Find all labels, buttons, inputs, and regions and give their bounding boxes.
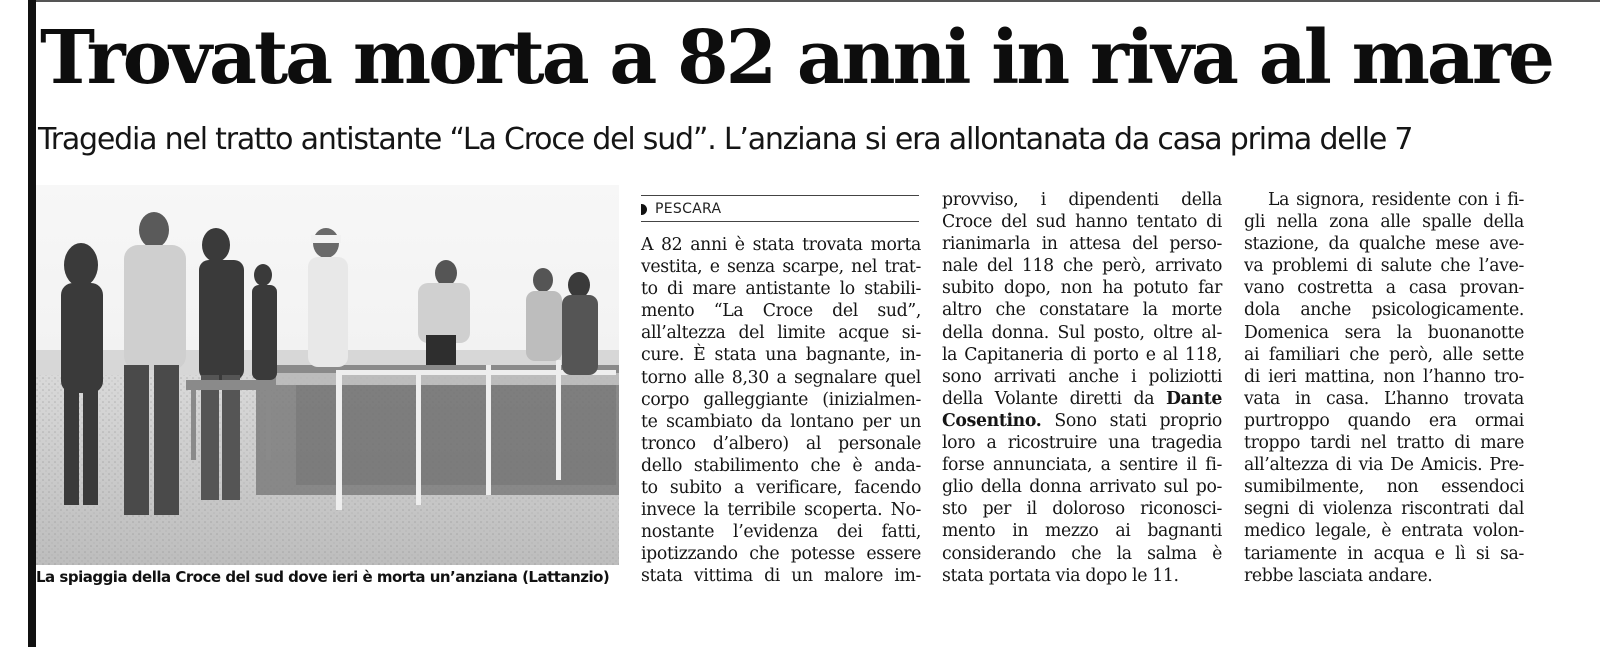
column-line: la Capitaneria di porto e al 118,	[942, 344, 1222, 365]
column-line: stata vittima di un malore im-	[641, 566, 921, 587]
column-line: to di mare antistante lo stabili-	[641, 279, 921, 300]
column-line: stazione, da qualche mese ave-	[1244, 234, 1524, 255]
column-line: purtroppo quando era ormai	[1244, 410, 1524, 431]
column-line: considerando che la salma è	[942, 543, 1222, 564]
column-line: A 82 anni è stata trovata morta	[641, 235, 921, 255]
column-line: loro a ricostruire una tragedia	[942, 433, 1222, 454]
column-line: mento in mezzo ai bagnanti	[942, 521, 1222, 542]
column-line: vano costretta a casa provan-	[1244, 278, 1524, 299]
column-line: gli nella zona alle spalle della	[1244, 212, 1524, 233]
article-column-3	[1244, 189, 1524, 587]
column-line-with-name	[942, 388, 1222, 410]
column-line: torno alle 8,30 a segnalare quel	[641, 367, 921, 388]
beach-photo	[36, 185, 619, 565]
column-line: rianimarla in attesa del perso-	[942, 234, 1222, 255]
dateline-marker-icon	[641, 204, 647, 215]
article-column-2	[942, 189, 1222, 587]
column-line: vata in casa. L’hanno trovata	[1244, 388, 1524, 409]
column-line: medico legale, è entrata volon-	[1244, 521, 1524, 542]
column-line-with-name	[942, 410, 1222, 432]
column-line: ipotizzando che potesse essere	[641, 544, 921, 565]
column-line: La signora, residente con i fi-	[1268, 190, 1524, 210]
dateline-rule-top	[641, 195, 919, 196]
person-name-first: Dante	[1166, 388, 1222, 409]
photo-caption: La spiaggia della Croce del sud dove ieri è morta un’anziana (Lattanzio)	[36, 568, 610, 586]
column-line: ai familiari che però, alle sette	[1244, 344, 1524, 365]
column-line: vestita, e senza scarpe, nel trat-	[641, 257, 921, 278]
column-line: cure. È stata una bagnante, in-	[641, 345, 921, 366]
column-line: di ieri mattina, non l’hanno tro-	[1244, 366, 1524, 387]
column-line: stata portata via dopo le 11.	[942, 565, 1179, 586]
column-line: mento “La Croce del sud”,	[641, 301, 921, 322]
column-line: rebbe lasciata andare.	[1244, 565, 1433, 586]
column-line: forse annunciata, a sentire il fi-	[942, 455, 1222, 476]
column-line: sumibilmente, non essendoci	[1244, 477, 1524, 498]
dateline-rule-bottom	[641, 221, 919, 222]
column-line: nostante l’evidenza dei fatti,	[641, 522, 921, 543]
column-line: della donna. Sul posto, oltre al-	[942, 322, 1222, 343]
dateline	[641, 198, 721, 220]
column-line: dello stabilimento che è anda-	[641, 455, 921, 476]
column-line: nale del 118 che però, arrivato	[942, 256, 1222, 277]
column-line: sono arrivati anche i poliziotti	[942, 366, 1222, 387]
person-name-last: Cosentino.	[942, 410, 1042, 431]
column-line: dola anche psicologicamente.	[1244, 300, 1524, 321]
column-line-text: della Volante diretti da	[942, 388, 1155, 409]
headline: Trovata morta a 82 anni in riva al mare	[40, 15, 1552, 101]
column-line: troppo tardi nel tratto di mare	[1244, 433, 1524, 454]
page-top-rule	[28, 0, 1600, 2]
column-line: Domenica sera la buonanotte	[1244, 322, 1524, 343]
column-line: corpo galleggiante (inizialmen-	[641, 389, 921, 410]
column-line: te scambiato da lontano per un	[641, 411, 921, 432]
column-line-text: Sono stati proprio	[1054, 410, 1222, 431]
column-line: Croce del sud hanno tentato di	[942, 212, 1222, 233]
column-line: all’altezza del limite acque si-	[641, 323, 921, 344]
column-line: altro che constatare la morte	[942, 300, 1222, 321]
page-left-rule	[28, 0, 36, 647]
column-line: tronco d’albero) al personale	[641, 433, 921, 454]
subheadline: Tragedia nel tratto antistante “La Croce del sud”. L’anziana si era allontanata da casa prima delle 7	[38, 122, 1413, 157]
column-line: invece la terribile scoperta. No-	[641, 500, 921, 521]
column-line: all’altezza di via De Amicis. Pre-	[1244, 455, 1524, 476]
column-line: segni di violenza riscontrati dal	[1244, 499, 1524, 520]
column-line: va problemi di salute che l’ave-	[1244, 256, 1524, 277]
column-line: subito dopo, non ha potuto far	[942, 278, 1222, 299]
column-line: to subito a verificare, facendo	[641, 478, 921, 499]
column-line: tariamente in acqua e lì si sa-	[1244, 543, 1524, 564]
dateline-text: PESCARA	[655, 201, 722, 217]
article-column-1	[641, 234, 921, 588]
column-line: glio della donna arrivato sul po-	[942, 477, 1222, 498]
column-line: sto per il doloroso riconosci-	[942, 499, 1222, 520]
beach-photo-image	[36, 185, 619, 565]
column-line: provviso, i dipendenti della	[942, 190, 1222, 210]
